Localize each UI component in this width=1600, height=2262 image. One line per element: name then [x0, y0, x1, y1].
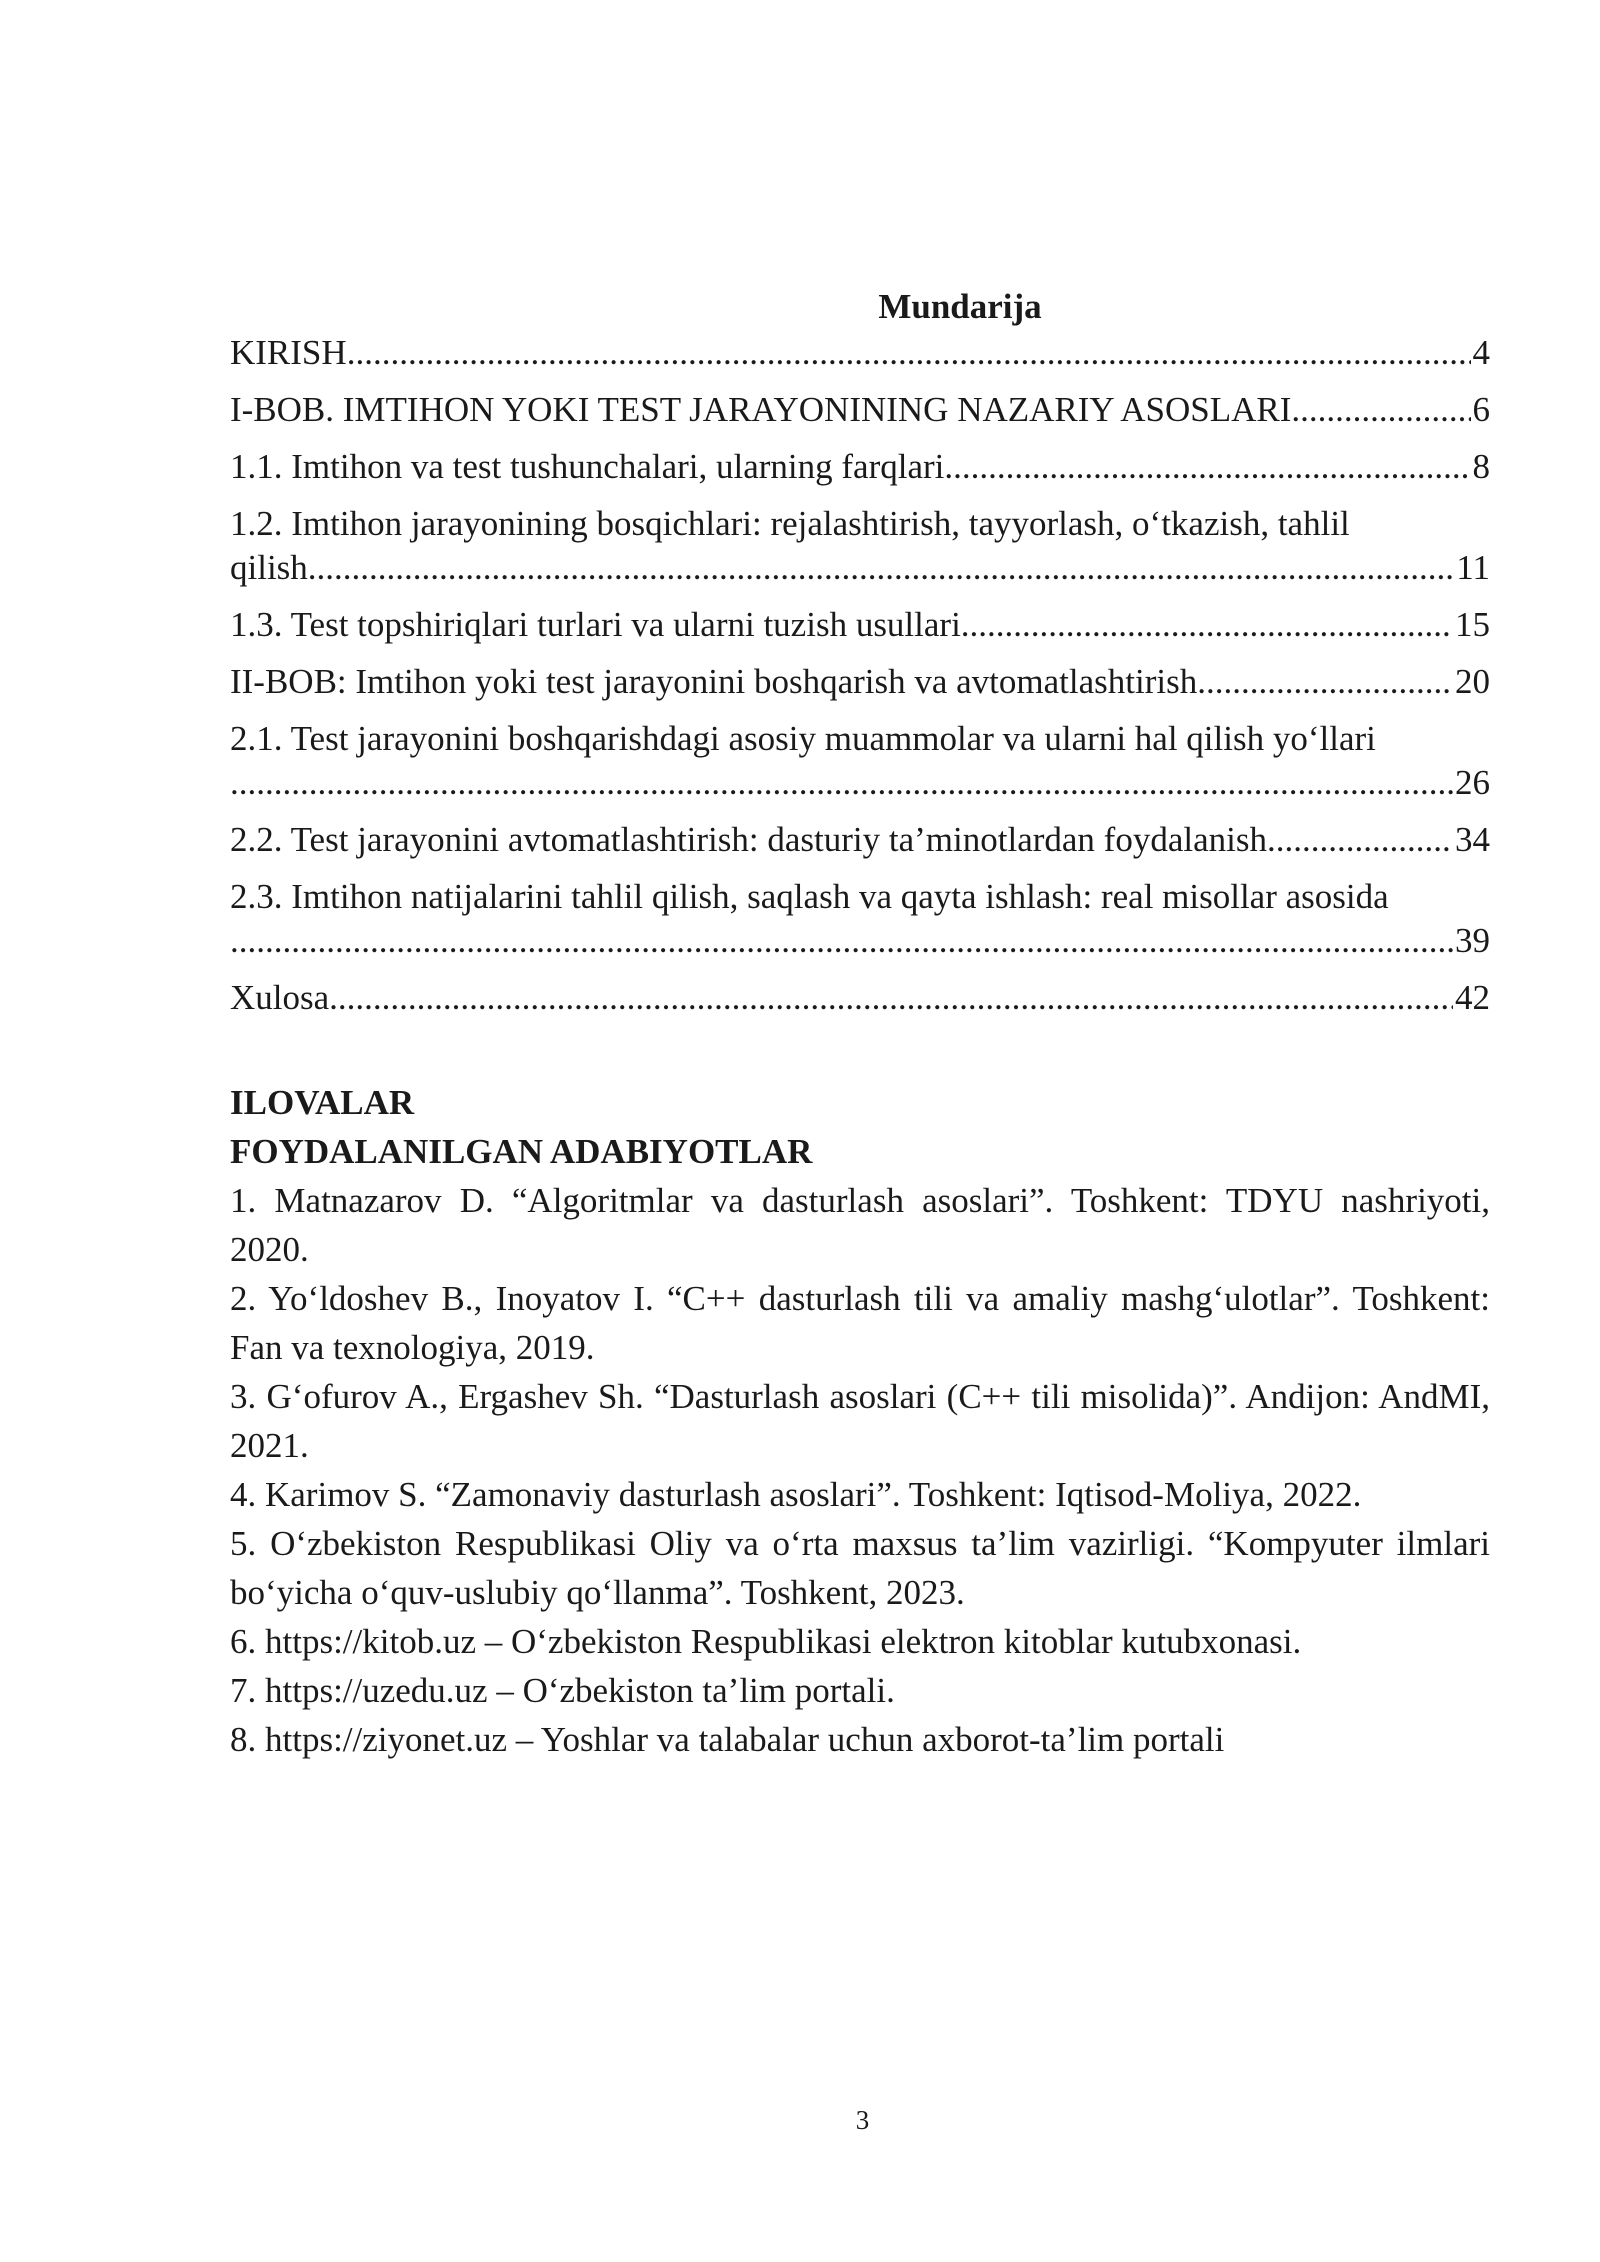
- references-list: [230, 1176, 1490, 1764]
- toc-leader-dots: [347, 331, 1471, 375]
- toc-entry-first-line: 1.2. Imtihon jarayonining bosqichlari: rejalashtirish, tayyorlash, o‘tkazish, tahlil: [230, 504, 1350, 543]
- toc-title: Mundarija: [878, 287, 1042, 326]
- reference-item: 3. G‘ofurov A., Ergashev Sh. “Dasturlash asoslari (C++ tili misolida)”. Andijon: AndMI, 2021.: [230, 1377, 1490, 1465]
- toc-entry-text: II-BOB: Imtihon yoki test jarayonini boshqarish va avtomatlashtirish: [230, 662, 1198, 701]
- toc-entry-page: 8: [1472, 447, 1490, 486]
- toc-entry-text: 2.2. Test jarayonini avtomatlashtirish: dasturiy ta’minotlardan foydalanish: [230, 820, 1267, 859]
- reference-item: 1. Matnazarov D. “Algoritmlar va dasturlash asoslari”. Toshkent: TDYU nashriyoti, 2020.: [230, 1181, 1490, 1269]
- toc-leader-dots: [308, 546, 1455, 590]
- toc-entry-page: 4: [1472, 333, 1490, 372]
- toc-entry-text: qilish: [230, 548, 308, 587]
- reference-item: 7. https://uzedu.uz – O‘zbekiston ta’lim portali.: [230, 1671, 895, 1710]
- toc-entry: [230, 976, 1490, 1020]
- toc-entry-text: 1.1. Imtihon va test tushunchalari, ularning farqlari: [230, 447, 945, 486]
- toc-entry-page: 11: [1456, 548, 1490, 587]
- toc-leader-dots: [961, 603, 1453, 647]
- toc-leader-dots: [944, 445, 1470, 489]
- toc-entry-text: I-BOB. IMTIHON YOKI TEST JARAYONINING NAZARIY ASOSLARI: [230, 390, 1292, 429]
- reference-item: 5. O‘zbekiston Respublikasi Oliy va o‘rta maxsus ta’lim vazirligi. “Kompyuter ilmlari bo‘yicha o‘quv-uslubiy qo‘llanma”. Toshkent, 2023.: [230, 1524, 1490, 1612]
- references-heading: FOYDALANILGAN ADABIYOTLAR: [230, 1132, 813, 1171]
- toc-leader-dots: [1291, 388, 1470, 432]
- toc-entry-page: 15: [1455, 605, 1490, 644]
- toc-entry: [230, 502, 1490, 590]
- toc-leader-dots: [230, 761, 1453, 805]
- toc-entry-text: KIRISH: [230, 333, 347, 372]
- toc-leader-dots: [329, 976, 1453, 1020]
- toc-entry: [230, 331, 1490, 375]
- reference-item: 8. https://ziyonet.uz – Yoshlar va talabalar uchun axborot-ta’lim portali: [230, 1720, 1225, 1759]
- toc-entry: [230, 660, 1490, 704]
- toc-entry-text: Xulosa: [230, 978, 330, 1017]
- appendix-heading: ILOVALAR: [230, 1083, 415, 1122]
- toc-leader-dots: [1197, 660, 1453, 704]
- reference-item: 6. https://kitob.uz – O‘zbekiston Respublikasi elektron kitoblar kutubxonasi.: [230, 1622, 1302, 1661]
- document-page: [230, 285, 1490, 1764]
- toc-entry-page: 42: [1455, 978, 1490, 1017]
- toc-entry-page: 39: [1455, 921, 1490, 960]
- toc-entry-first-line: 2.1. Test jarayonini boshqarishdagi asosiy muammolar va ularni hal qilish yo‘llari: [230, 719, 1376, 758]
- toc-entry-page: 6: [1472, 390, 1490, 429]
- toc-entry-page: 26: [1455, 763, 1490, 802]
- reference-item: 2. Yo‘ldoshev B., Inoyatov I. “C++ dasturlash tili va amaliy mashg‘ulotlar”. Toshkent: Fan va texnologiya, 2019.: [230, 1279, 1490, 1367]
- toc-entry: [230, 717, 1490, 805]
- toc-leader-dots: [1267, 818, 1453, 862]
- toc-entry: [230, 818, 1490, 862]
- toc-list: [230, 331, 1490, 1020]
- toc-leader-dots: [230, 919, 1453, 963]
- toc-entry: [230, 445, 1490, 489]
- toc-entry-first-line: 2.3. Imtihon natijalarini tahlil qilish, saqlash va qayta ishlash: real misollar asosida: [230, 877, 1389, 916]
- toc-entry: [230, 388, 1490, 432]
- toc-entry: [230, 603, 1490, 647]
- page-number: 3: [855, 2105, 870, 2135]
- toc-entry-page: 20: [1455, 662, 1490, 701]
- toc-entry-page: 34: [1455, 820, 1490, 859]
- reference-item: 4. Karimov S. “Zamonaviy dasturlash asoslari”. Toshkent: Iqtisod-Moliya, 2022.: [230, 1475, 1362, 1514]
- toc-entry-text: 1.3. Test topshiriqlari turlari va ularni tuzish usullari: [230, 605, 961, 644]
- toc-entry: [230, 875, 1490, 963]
